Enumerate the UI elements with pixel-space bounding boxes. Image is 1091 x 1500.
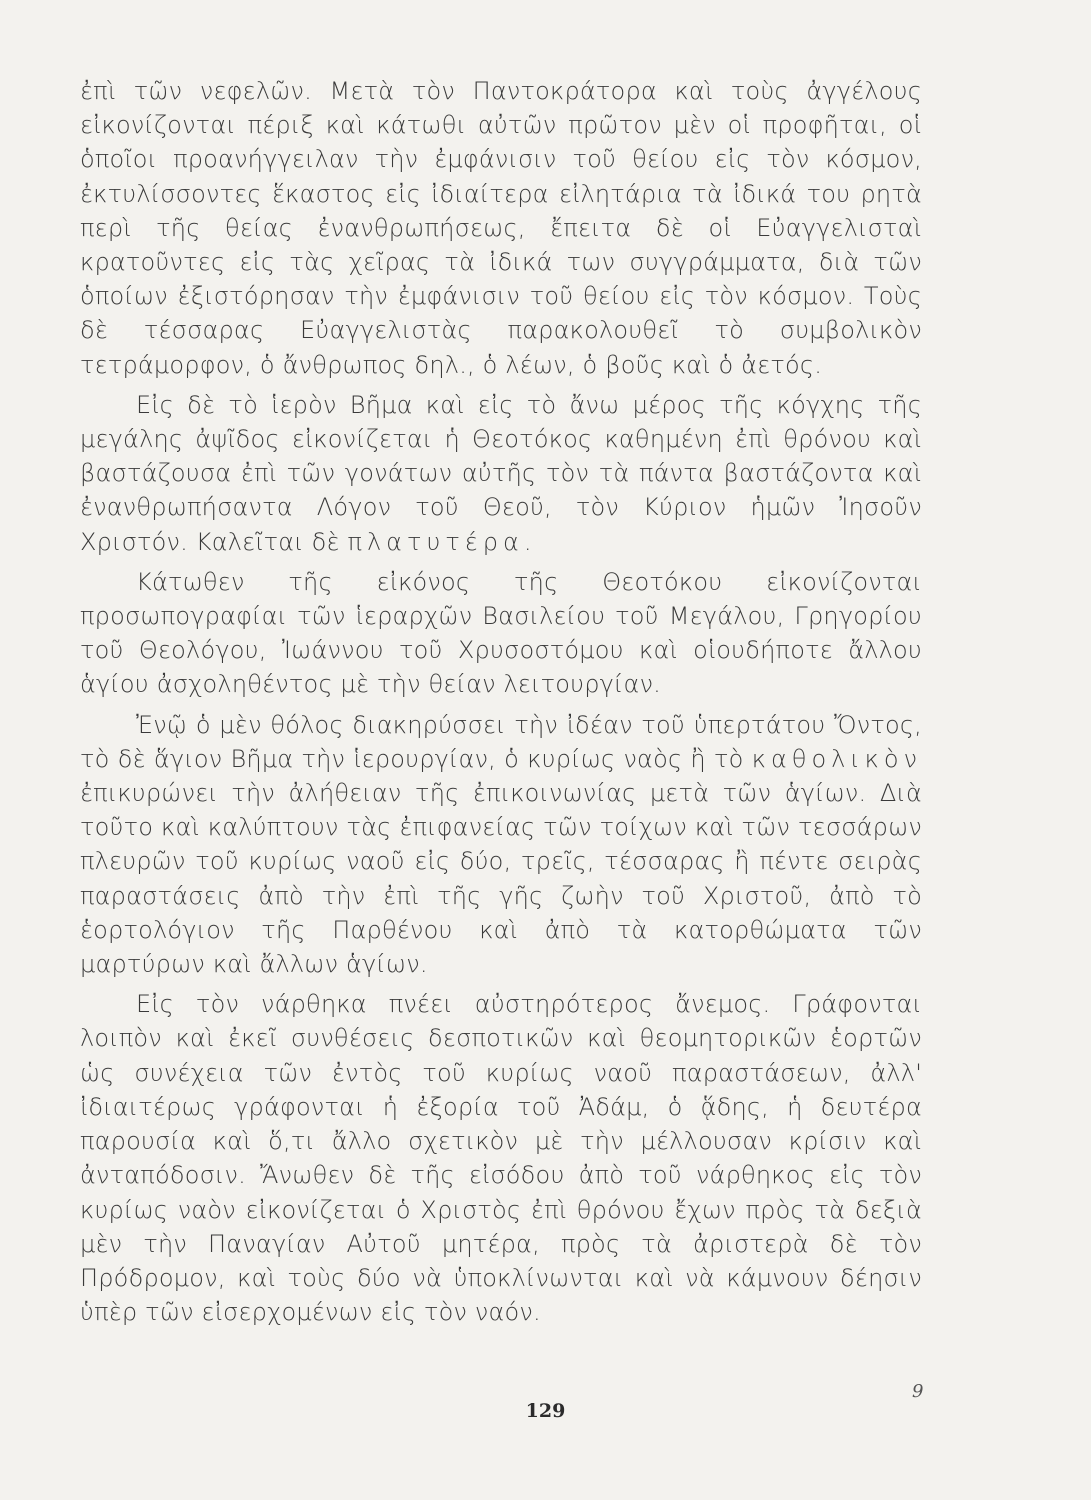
paragraph-5-text: Εἰς τὸν νάρθηκα πνέει αὐστηρότερος ἄνεμος. Γράφονται λοιπὸν καὶ ἐκεῖ συνθέσεις δεσποτικῶν καὶ θεομητορικῶν ἑορτῶν ὡς συνέχεια τῶν ἐντὸς τοῦ κυρίως ναοῦ παραστάσεων, ἀλλ' ἰδιαιτέρως γράφονται ἡ ἐξορία τοῦ Ἀδάμ, ὁ ᾅδης, ἡ δευτέρα παρουσία καὶ ὅ,τι ἄλλο σχετικὸν μὲ τὴν μέλλουσαν κρίσιν καὶ ἀνταπόδοσιν. Ἄνωθεν δὲ τῆς εἰσόδου ἀπὸ τοῦ νάρθηκος εἰς τὸν κυρίως ναὸν εἰκονίζεται ὁ Χριστὸς ἐπὶ θρόνου ἔχων πρὸς τὰ δεξιὰ μὲν τὴν Παναγίαν Αὐτοῦ μητέρα, πρὸς τὰ ἀριστερὰ δὲ τὸν Πρόδρομον, καὶ τοὺς δύο νὰ ὑποκλίνωνται καὶ νὰ κάμνουν δέησιν ὑπὲρ τῶν εἰσερχομένων εἰς τὸν ναόν. (80, 990, 922, 1327)
page-number: 129 (525, 1400, 566, 1422)
paragraph-3-text: Κάτωθεν τῆς εἰκόνος τῆς Θεοτόκου εἰκονίζονται προσωπογραφίαι τῶν ἱεραρχῶν Βασιλείου τοῦ Μεγάλου, Γρηγορίου τοῦ Θεολόγου, Ἰωάννου τοῦ Χρυσοστόμου καὶ οἱουδήποτε ἄλλου ἁγίου ἀσχοληθέντος μὲ τὴν θείαν λειτουργίαν. (80, 567, 922, 699)
paragraph-5 (80, 987, 922, 1329)
emphasized-word-katholikon: καθολικὸν (751, 744, 922, 773)
paragraph-2 (80, 388, 922, 559)
paragraph-4 (80, 708, 922, 982)
body-text (80, 74, 922, 1335)
paragraph-1-text: ἐπὶ τῶν νεφελῶν. Μετὰ τὸν Παντοκράτορα καὶ τοὺς ἀγγέλους εἰκονίζονται πέριξ καὶ κάτωθι αὐτῶν πρῶτον μὲν οἱ προφῆται, οἱ ὁποῖοι προανήγγειλαν τὴν ἐμφάνισιν τοῦ θείου εἰς τὸν κόσμον, ἐκτυλίσσοντες ἕκαστος εἰς ἰδιαίτερα εἰλητάρια τὰ ἰδικά του ρητὰ περὶ τῆς θείας ἐνανθρωπήσεως, ἔπειτα δὲ οἱ Εὐαγγελισταὶ κρατοῦντες εἰς τὰς χεῖρας τὰ ἰδικά των συγγράμματα, διὰ τῶν ὁποίων ἐξιστόρησαν τὴν ἐμφάνισιν τοῦ θείου εἰς τὸν κόσμον. Τοὺς δὲ τέσσαρας Εὐαγγελιστὰς παρακολουθεῖ τὸ συμβολικὸν τετράμορφον, ὁ ἄνθρωπος δηλ., ὁ λέων, ὁ βοῦς καὶ ὁ ἀετός. (80, 77, 922, 379)
signature-mark: 9 (912, 1381, 924, 1402)
paragraph-4-text-start: Ἐνῷ ὁ μὲν θόλος διακηρύσσει τὴν ἰδέαν τοῦ ὑπερτάτου Ὄντος, τὸ δὲ ἅγιον Βῆμα τὴν ἱερουργίαν, ὁ κυρίως ναὸς ἢ τὸ (80, 710, 922, 773)
paragraph-2-text: Εἰς δὲ τὸ ἱερὸν Βῆμα καὶ εἰς τὸ ἄνω μέρος τῆς κόγχης τῆς μεγάλης ἀψῖδος εἰκονίζεται ἡ Θεοτόκος καθημένη ἐπὶ θρόνου καὶ βαστάζουσα ἐπὶ τῶν γονάτων αὐτῆς τὸν τὰ πάντα βαστάζοντα καὶ ἐνανθρωπήσαντα Λόγον τοῦ Θεοῦ, τὸν Κύριον ἡμῶν Ἰησοῦν Χριστόν. Καλεῖται δὲ (80, 390, 922, 556)
emphasized-word-platytera: πλατυτέρα. (347, 527, 537, 556)
paragraph-1 (80, 74, 922, 382)
paragraph-4-text-end: ἐπικυρώνει τὴν ἀλήθειαν τῆς ἐπικοινωνίας μετὰ τῶν ἁγίων. Διὰ τοῦτο καὶ καλύπτουν τὰς ἐπιφανείας τῶν τοίχων καὶ τῶν τεσσάρων πλευρῶν τοῦ κυρίως ναοῦ εἰς δύο, τρεῖς, τέσσαρας ἢ πέντε σειρὰς παραστάσεις ἀπὸ τὴν ἐπὶ τῆς γῆς ζωὴν τοῦ Χριστοῦ, ἀπὸ τὸ ἑορτολόγιον τῆς Παρθένου καὶ ἀπὸ τὰ κατορθώματα τῶν μαρτύρων καὶ ἄλλων ἁγίων. (80, 779, 922, 979)
paragraph-3 (80, 565, 922, 702)
